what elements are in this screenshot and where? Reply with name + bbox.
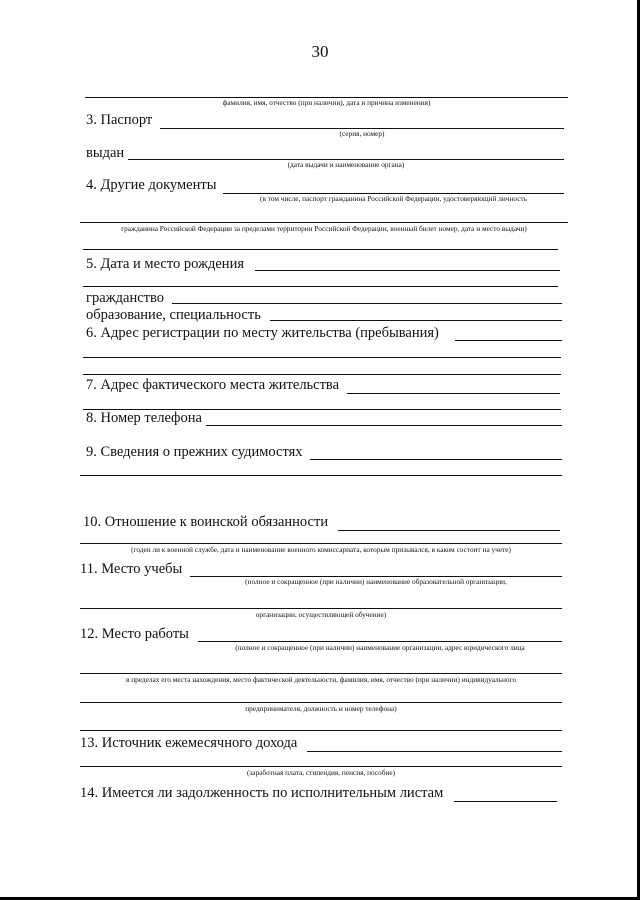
- citizenship-label: гражданство: [86, 290, 164, 306]
- registration-label: 6. Адрес регистрации по месту жительства (пребывания): [86, 325, 439, 341]
- other-docs-line-3[interactable]: [83, 249, 558, 250]
- other-docs-label: 4. Другие документы: [86, 177, 217, 193]
- birth-label: 5. Дата и место рождения: [86, 256, 244, 272]
- military-label: 10. Отношение к воинской обязанности: [83, 514, 329, 530]
- passport-note: (серия, номер): [339, 129, 385, 138]
- study-line-2[interactable]: [80, 608, 562, 609]
- study-label: 11. Место учебы: [80, 561, 183, 577]
- phone-line[interactable]: [206, 425, 562, 426]
- income-line[interactable]: [307, 751, 562, 752]
- work-note-2: в пределах его места нахождения, место фактической деятельности, фамилия, имя, отчество (при наличии) индивидуального: [125, 675, 517, 684]
- citizenship-line[interactable]: [172, 303, 562, 304]
- other-docs-line-2[interactable]: [80, 222, 568, 223]
- income-note: (заработная плата, стипендия, пенсия, пособие): [246, 768, 396, 777]
- education-line[interactable]: [270, 320, 562, 321]
- military-line-2[interactable]: [80, 543, 562, 544]
- phone-label: 8. Номер телефона: [86, 410, 202, 426]
- actual-address-label: 7. Адрес фактического места жительства: [86, 377, 340, 393]
- registration-line-3[interactable]: [83, 374, 561, 375]
- page-number: 30: [311, 42, 329, 61]
- study-note-2: организации, осуществляющей обучение): [255, 610, 387, 619]
- work-line-3[interactable]: [80, 702, 562, 703]
- registration-line[interactable]: [455, 340, 562, 341]
- passport-label: 3. Паспорт: [86, 112, 153, 128]
- work-line-2[interactable]: [80, 673, 562, 674]
- other-docs-note-1: (в том числе, паспорт гражданина Российской Федерации, удостоверяющий личность: [260, 194, 527, 203]
- convictions-label: 9. Сведения о прежних судимостях: [86, 444, 303, 460]
- military-note: (годен ли к военной службе, дата и наименование военного комиссариата, которым призывался, в каком состоит на учете): [131, 545, 511, 554]
- work-note-3: предпринимателя, должность и номер телефона): [245, 704, 397, 713]
- birth-line-2[interactable]: [83, 286, 558, 287]
- education-label: образование, специальность: [86, 307, 261, 323]
- study-note-1: (полное и сокращенное (при наличии) наименование образовательной организации,: [245, 577, 507, 586]
- convictions-line[interactable]: [310, 459, 562, 460]
- issued-label: выдан: [86, 145, 125, 161]
- work-line-4[interactable]: [80, 730, 562, 731]
- work-note-1: (полное и сокращенное (при наличии) наименование организации, адрес юридического лица: [235, 643, 525, 652]
- military-line[interactable]: [338, 530, 560, 531]
- registration-line-2[interactable]: [83, 357, 561, 358]
- work-line[interactable]: [198, 641, 562, 642]
- work-label: 12. Место работы: [80, 626, 189, 642]
- issued-note: (дата выдачи и наименование органа): [287, 160, 405, 169]
- convictions-line-2[interactable]: [80, 475, 562, 476]
- other-docs-note-2: гражданина Российской Федерации за пределами территории Российской Федерации, военный билет номер, дата и место выдачи): [121, 224, 527, 233]
- debt-label: 14. Имеется ли задолженность по исполнительным листам: [80, 785, 444, 801]
- income-label: 13. Источник ежемесячного дохода: [80, 735, 298, 751]
- income-line-2[interactable]: [80, 766, 562, 767]
- fio-note: фамилия, имя, отчество (при наличии), дата и причина изменения): [222, 98, 431, 107]
- actual-address-line[interactable]: [347, 393, 560, 394]
- birth-line[interactable]: [255, 270, 560, 271]
- debt-line[interactable]: [454, 801, 557, 802]
